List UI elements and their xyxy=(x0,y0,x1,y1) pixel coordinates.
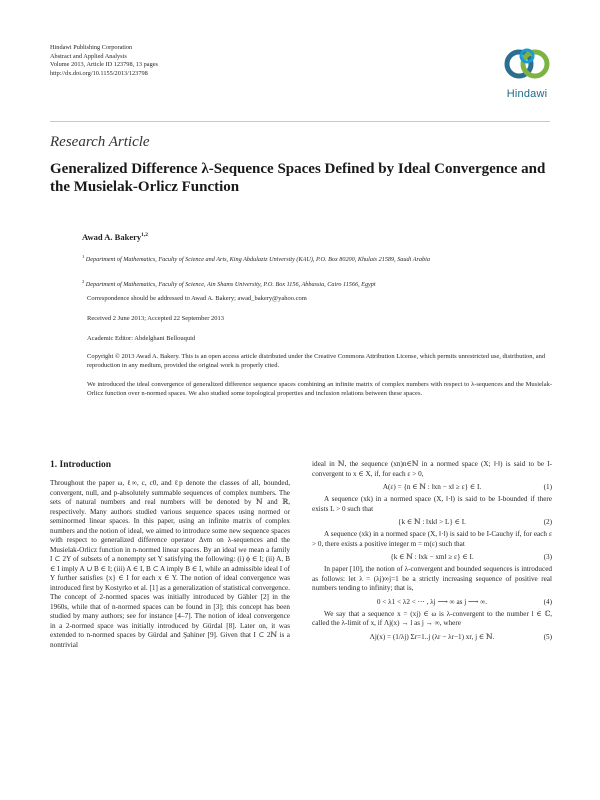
publication-info xyxy=(50,44,158,78)
article-type: Research Article xyxy=(50,134,150,150)
intro-paragraph: Throughout the paper ω, ℓ∞, c, c0, and ℓp denote the classes of all, bounded, convergent, null, and p-absolutely summable sequences of complex numbers. The sets of natural numbers and real numbers will be denoted by ℕ and ℝ, respectively. Many authors studied various sequence spaces using normed or seminormed linear spaces. In this paper, using an infinite matrix of complex numbers and the notion of ideal, we aimed to introduce some new sequence spaces with respect to generalized difference operator Δνm on λ-sequences and the Musielak-Orlicz function in n-normed linear spaces. By an ideal we mean a family I ⊂ 2Y of subsets of a nonempty set Y satisfying the following: (i) ϕ ∈ I; (ii) A, B ∈ I imply A ∪ B ∈ I; (iii) A ∈ I, B ⊂ A imply B ∈ I, while an admissible ideal I of Y further satisfies {x} ∈ I for each x ∈ Y. The notion of ideal convergence was introduced first by Kostyrko et al. [1] as a generalization of statistical convergence. The concept of 2-normed spaces was initially introduced by Gähler [2] in the 1960s, while that of n-normed spaces can be found in [3]; this concept has been studied by many authors; see for instance [4–7]. The notion of ideal convergence in a 2-normed space was initially introduced by Gürdal [8]. Later on, it was extended to n-normed spaces by Gürdal and Şahiner [9]. Given that I ⊂ 2ℕ is a nontrivial xyxy=(50,479,290,649)
equation-number: (5) xyxy=(543,632,552,641)
affiliation-2: $^2$ Department of Mathematics, Faculty of Science, Ain Shams University, P.O. Box 1156, Abbassia, Cairo 11566, Egypt xyxy=(82,279,376,289)
paragraph: ideal in ℕ, the sequence (xn)n∈ℕ in a normed space (X; ‖·‖) is said to be I-convergent to x ∈ X, if, for each ε > 0, xyxy=(312,460,552,478)
equation-number: (1) xyxy=(543,483,552,491)
hindawi-logo xyxy=(497,42,557,106)
equation-4: 0 < λ1 < λ2 < ⋯ , λj ⟶ ∞ as j ⟶ ∞. (4) xyxy=(312,594,552,610)
doi-link[interactable]: http://dx.doi.org/10.1155/2013/123798 xyxy=(50,69,148,77)
right-column xyxy=(312,460,552,645)
equation-2: {k ∈ ℕ : ‖xk‖ > L} ∈ I. (2) xyxy=(312,514,552,530)
affiliation-1: $^1$ Department of Mathematics, Faculty of Science and Arts, King Abdulaziz University (KAU), P.O. Box 80200, Khulais 21589, Saudi Arabia xyxy=(82,254,430,264)
header-divider xyxy=(50,121,550,122)
author-name: Awad A. Bakery xyxy=(82,232,142,242)
academic-editor: Academic Editor: Abdelghani Bellouquid xyxy=(87,335,196,342)
left-column xyxy=(50,479,290,650)
abstract: We introduced the ideal convergence of generalized difference sequence spaces combining an infinite matrix of complex numbers with respect to λ-sequences and the Musielak-Orlicz function over n-normed spaces. We also studied some topological properties and inclusion relations between these spaces. xyxy=(87,381,552,397)
volume-info: Volume 2013, Article ID 123798, 13 pages xyxy=(50,61,158,69)
equation-number: (2) xyxy=(543,518,552,526)
copyright-notice: Copyright © 2013 Awad A. Bakery. This is an open access article distributed under the Creative Commons Attribution License, which permits unrestricted use, distribution, and reproduction in any medium, provided the original work is properly cited. xyxy=(87,353,546,369)
equation-number: (3) xyxy=(543,553,552,561)
paragraph: We say that a sequence x = (xj) ∈ ω is λ-convergent to the number l ∈ ℂ, called the λ-limit of x, if Λj(x) → l as j → ∞, where xyxy=(312,609,552,627)
correspondence: Correspondence should be addressed to Awad A. Bakery; awad_bakery@yahoo.com xyxy=(87,295,307,302)
paragraph: In paper [10], the notion of λ-convergent and bounded sequences is introduced as follows: let λ = (λj)∞j=1 be a strictly increasing sequence of positive real numbers tending to infinity; that is, xyxy=(312,565,552,592)
publisher-name: Hindawi Publishing Corporation xyxy=(50,44,133,51)
equation-number: (4) xyxy=(543,597,552,606)
paper-title: Generalized Difference λ-Sequence Spaces Defined by Ideal Convergence and the Musielak-Orlicz Function xyxy=(50,161,546,195)
hindawi-logo-icon xyxy=(497,42,557,88)
paragraph: A sequence (xk) in a normed space (X, ‖·‖) is said to be I-bounded if there exists L > 0 such that xyxy=(312,495,552,513)
logo-wordmark: Hindawi xyxy=(506,88,548,100)
equation-1: A(ε) = {n ∈ ℕ : ‖xn − x‖ ≥ ε} ∈ I. (1) xyxy=(312,479,552,495)
author-affiliation-marks: 1,2 xyxy=(141,232,148,239)
section-heading: 1. Introduction xyxy=(50,460,112,470)
equation-5: Λj(x) = (1/λj) Σr=1..j (λr − λr−1) xr, j ∈ ℕ. (5) xyxy=(312,629,552,645)
journal-name: Abstract and Applied Analysis xyxy=(50,52,127,60)
author xyxy=(82,232,148,242)
equation-3: {k ∈ ℕ : ‖xk − xm‖ ≥ ε} ∈ I. (3) xyxy=(312,549,552,565)
paragraph: A sequence (xk) in a normed space (X, ‖·‖) is said to be I-Cauchy if, for each ε > 0, there exists a positive integer m = m(ε) such that xyxy=(312,530,552,548)
received-dates: Received 2 June 2013; Accepted 22 September 2013 xyxy=(87,315,225,322)
